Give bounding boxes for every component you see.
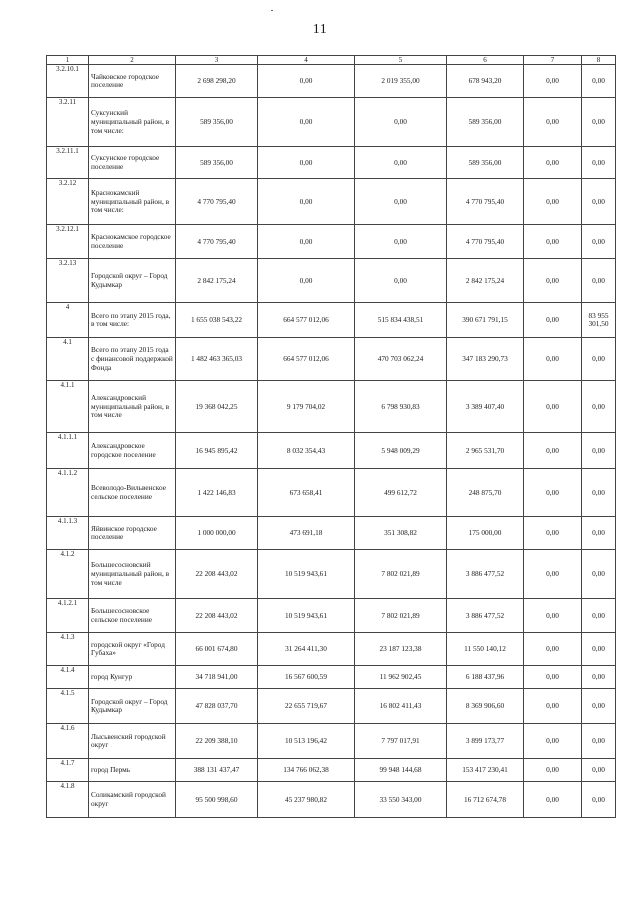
cell-col8: 0,00 [582, 469, 616, 517]
row-name [89, 433, 176, 469]
cell-col4: 473 691,18 [258, 517, 355, 550]
cell-col5: 499 612,72 [355, 469, 447, 517]
cell-col8: 0,00 [582, 259, 616, 303]
cell-col6: 2 842 175,24 [447, 259, 524, 303]
cell-col5: 33 550 343,00 [355, 782, 447, 818]
row-name [89, 689, 176, 724]
row-name-text: Соликамский городской округ [91, 790, 166, 808]
cell-col5: 7 802 021,89 [355, 599, 447, 633]
cell-col5: 2 019 355,00 [355, 65, 447, 98]
table-header [47, 56, 616, 65]
cell-col8: 0,00 [582, 517, 616, 550]
cell-col6: 175 000,00 [447, 517, 524, 550]
row-name [89, 381, 176, 433]
cell-total: 1 482 463 365,03 [176, 338, 258, 381]
column-header: 6 [447, 56, 524, 65]
cell-col7: 0,00 [524, 550, 582, 599]
cell-total: 4 770 795,40 [176, 179, 258, 225]
table-row [47, 689, 616, 724]
cell-total: 589 356,00 [176, 98, 258, 147]
cell-col8: 0,00 [582, 633, 616, 666]
column-header: 3 [176, 56, 258, 65]
row-name-text: Городской округ – Город Кудымкар [91, 271, 168, 289]
cell-col5: 515 834 438,51 [355, 303, 447, 338]
scan-mark [271, 10, 273, 11]
cell-col4: 10 519 943,61 [258, 550, 355, 599]
table-row [47, 259, 616, 303]
row-code: 4.1.2.1 [47, 599, 89, 633]
column-header: 8 [582, 56, 616, 65]
cell-col7: 0,00 [524, 633, 582, 666]
cell-col8: 0,00 [582, 381, 616, 433]
cell-col8: 0,00 [582, 782, 616, 818]
table-body [47, 65, 616, 818]
header-row [47, 56, 616, 65]
cell-col4: 0,00 [258, 98, 355, 147]
row-code: 4.1.8 [47, 782, 89, 818]
cell-col7: 0,00 [524, 303, 582, 338]
cell-total: 1 422 146,83 [176, 469, 258, 517]
cell-col6: 8 369 906,60 [447, 689, 524, 724]
cell-col7: 0,00 [524, 782, 582, 818]
cell-col4: 8 032 354,43 [258, 433, 355, 469]
column-header: 2 [89, 56, 176, 65]
cell-col8: 0,00 [582, 433, 616, 469]
row-code: 4.1.2 [47, 550, 89, 599]
row-code: 3.2.12.1 [47, 225, 89, 259]
cell-col7: 0,00 [524, 381, 582, 433]
table-row [47, 724, 616, 759]
table-row [47, 666, 616, 689]
cell-col4: 664 577 012,06 [258, 303, 355, 338]
table-row [47, 98, 616, 147]
cell-col4: 0,00 [258, 147, 355, 179]
cell-col6: 4 770 795,40 [447, 179, 524, 225]
cell-total: 66 001 674,80 [176, 633, 258, 666]
row-code: 4.1.1.2 [47, 469, 89, 517]
table-row [47, 759, 616, 782]
row-name-text: Александровский муниципальный район, в том числе [91, 392, 170, 420]
cell-col8: 0,00 [582, 759, 616, 782]
row-name [89, 65, 176, 98]
cell-col5: 16 802 411,43 [355, 689, 447, 724]
cell-col7: 0,00 [524, 433, 582, 469]
cell-total: 1 655 038 543,22 [176, 303, 258, 338]
cell-col4: 10 519 943,61 [258, 599, 355, 633]
row-name-text: Большесосновское сельское поселение [91, 606, 152, 624]
row-name [89, 303, 176, 338]
cell-col6: 589 356,00 [447, 98, 524, 147]
cell-col7: 0,00 [524, 259, 582, 303]
cell-col4: 22 655 719,67 [258, 689, 355, 724]
cell-total: 22 209 388,10 [176, 724, 258, 759]
cell-col6: 3 389 407,40 [447, 381, 524, 433]
row-name-text: Большесосновский муниципальный район, в том числе [91, 560, 170, 587]
cell-col6: 248 875,70 [447, 469, 524, 517]
row-name [89, 469, 176, 517]
cell-col5: 7 802 021,89 [355, 550, 447, 599]
cell-total: 22 208 443,02 [176, 550, 258, 599]
cell-col8: 0,00 [582, 65, 616, 98]
cell-col8: 0,00 [582, 724, 616, 759]
cell-col5: 0,00 [355, 259, 447, 303]
table-row [47, 381, 616, 433]
row-code: 4.1 [47, 338, 89, 381]
column-header: 4 [258, 56, 355, 65]
cell-total: 22 208 443,02 [176, 599, 258, 633]
cell-col6: 2 965 531,70 [447, 433, 524, 469]
cell-col4: 31 264 411,30 [258, 633, 355, 666]
cell-col4: 0,00 [258, 259, 355, 303]
cell-col7: 0,00 [524, 666, 582, 689]
row-name [89, 225, 176, 259]
table-row [47, 65, 616, 98]
cell-col8: 0,00 [582, 225, 616, 259]
cell-col4: 0,00 [258, 179, 355, 225]
cell-col6: 11 550 140,12 [447, 633, 524, 666]
cell-col6: 589 356,00 [447, 147, 524, 179]
row-name-text: город Пермь [91, 765, 131, 775]
row-name-text: Краснокамское городское поселение [91, 232, 171, 250]
row-code: 4.1.1 [47, 381, 89, 433]
row-name-text: Суксунское городское поселение [91, 153, 160, 171]
cell-col5: 0,00 [355, 225, 447, 259]
row-code: 4 [47, 303, 89, 338]
row-name-text: Всего по этапу 2015 года с финансовой поддержкой Фонда [91, 345, 173, 372]
row-name [89, 759, 176, 782]
cell-col4: 45 237 980,82 [258, 782, 355, 818]
cell-col6: 390 671 791,15 [447, 303, 524, 338]
cell-total: 2 842 175,24 [176, 259, 258, 303]
cell-col8: 0,00 [582, 147, 616, 179]
row-code: 3.2.11 [47, 98, 89, 147]
cell-col7: 0,00 [524, 469, 582, 517]
table-row [47, 433, 616, 469]
row-name-text: Лысьвенский городской округ [91, 731, 166, 750]
cell-col4: 673 658,41 [258, 469, 355, 517]
row-name [89, 599, 176, 633]
row-name-text: Всеволодо-Вильвенское сельское поселение [91, 483, 166, 501]
cell-total: 388 131 437,47 [176, 759, 258, 782]
cell-col5: 23 187 123,38 [355, 633, 447, 666]
row-code: 3.2.10.1 [47, 65, 89, 98]
cell-col4: 664 577 012,06 [258, 338, 355, 381]
row-name [89, 147, 176, 179]
table-row [47, 517, 616, 550]
row-name-text: Городской округ – Город Кудымкар [91, 696, 168, 715]
cell-col7: 0,00 [524, 147, 582, 179]
cell-col7: 0,00 [524, 65, 582, 98]
row-name [89, 259, 176, 303]
table-row [47, 469, 616, 517]
cell-col7: 0,00 [524, 517, 582, 550]
cell-col8: 0,00 [582, 599, 616, 633]
cell-col8: 0,00 [582, 550, 616, 599]
cell-col5: 11 962 902,45 [355, 666, 447, 689]
row-code: 3.2.13 [47, 259, 89, 303]
row-name [89, 666, 176, 689]
table-row [47, 338, 616, 381]
cell-total: 2 698 298,20 [176, 65, 258, 98]
cell-col6: 3 886 477,52 [447, 599, 524, 633]
cell-col6: 678 943,20 [447, 65, 524, 98]
cell-col6: 3 899 173,77 [447, 724, 524, 759]
cell-total: 34 718 941,00 [176, 666, 258, 689]
table-row [47, 550, 616, 599]
cell-col5: 0,00 [355, 98, 447, 147]
cell-col7: 0,00 [524, 225, 582, 259]
cell-total: 16 945 895,42 [176, 433, 258, 469]
column-header: 5 [355, 56, 447, 65]
row-name [89, 782, 176, 818]
table-row [47, 599, 616, 633]
table-row [47, 303, 616, 338]
row-name [89, 98, 176, 147]
cell-col7: 0,00 [524, 338, 582, 381]
cell-col7: 0,00 [524, 759, 582, 782]
budget-table [46, 55, 616, 818]
table-row [47, 633, 616, 666]
row-name-text: Всего по этапу 2015 года, в том числе: [91, 310, 171, 329]
row-name-text: Александровское городское поселение [91, 441, 156, 459]
cell-total: 95 500 998,60 [176, 782, 258, 818]
row-code: 4.1.1.3 [47, 517, 89, 550]
table-row [47, 782, 616, 818]
cell-col4: 134 766 062,38 [258, 759, 355, 782]
table-row [47, 179, 616, 225]
row-code: 4.1.6 [47, 724, 89, 759]
row-name [89, 633, 176, 666]
cell-col5: 99 948 144,68 [355, 759, 447, 782]
cell-col8: 0,00 [582, 338, 616, 381]
row-name-text: Краснокамский муниципальный район, в том числе: [91, 187, 170, 215]
cell-col4: 10 513 196,42 [258, 724, 355, 759]
cell-col8: 0,00 [582, 179, 616, 225]
row-name-text: городской округ «Город Губаха» [91, 639, 165, 658]
column-header: 1 [47, 56, 89, 65]
cell-col4: 16 567 600,59 [258, 666, 355, 689]
cell-col5: 470 703 062,24 [355, 338, 447, 381]
cell-col6: 16 712 674,78 [447, 782, 524, 818]
row-code: 4.1.7 [47, 759, 89, 782]
cell-col5: 6 798 930,83 [355, 381, 447, 433]
cell-col7: 0,00 [524, 98, 582, 147]
cell-col8: 0,00 [582, 689, 616, 724]
cell-col5: 351 308,82 [355, 517, 447, 550]
cell-col8: 0,00 [582, 666, 616, 689]
cell-col5: 5 948 009,29 [355, 433, 447, 469]
cell-total: 4 770 795,40 [176, 225, 258, 259]
row-name-text: Суксунский муниципальный район, в том числе: [91, 108, 170, 135]
cell-col4: 9 179 704,02 [258, 381, 355, 433]
cell-col8: 0,00 [582, 98, 616, 147]
row-name [89, 517, 176, 550]
cell-col7: 0,00 [524, 724, 582, 759]
cell-col4: 0,00 [258, 65, 355, 98]
cell-col5: 0,00 [355, 179, 447, 225]
cell-total: 47 828 037,70 [176, 689, 258, 724]
row-name-text: город Кунгур [91, 672, 133, 682]
row-code: 4.1.5 [47, 689, 89, 724]
row-code: 3.2.11.1 [47, 147, 89, 179]
row-name-text: Яйвинское городское поселение [91, 523, 157, 542]
table-row [47, 147, 616, 179]
cell-col5: 0,00 [355, 147, 447, 179]
cell-total: 589 356,00 [176, 147, 258, 179]
row-name [89, 550, 176, 599]
row-code: 3.2.12 [47, 179, 89, 225]
cell-col6: 153 417 230,41 [447, 759, 524, 782]
row-name [89, 724, 176, 759]
cell-col6: 6 188 437,96 [447, 666, 524, 689]
table-row [47, 225, 616, 259]
page-number: 11 [312, 22, 328, 37]
cell-col7: 0,00 [524, 599, 582, 633]
cell-total: 19 368 042,25 [176, 381, 258, 433]
cell-col4: 0,00 [258, 225, 355, 259]
row-code: 4.1.4 [47, 666, 89, 689]
row-code: 4.1.3 [47, 633, 89, 666]
cell-col7: 0,00 [524, 689, 582, 724]
row-name-text: Чайковское городское поселение [91, 71, 159, 90]
cell-col5: 7 797 017,91 [355, 724, 447, 759]
cell-col6: 347 183 290,73 [447, 338, 524, 381]
cell-col7: 0,00 [524, 179, 582, 225]
cell-col6: 4 770 795,40 [447, 225, 524, 259]
cell-col6: 3 886 477,52 [447, 550, 524, 599]
cell-col8: 83 955 301,50 [582, 303, 616, 338]
row-code: 4.1.1.1 [47, 433, 89, 469]
cell-total: 1 000 000,00 [176, 517, 258, 550]
row-name [89, 179, 176, 225]
row-name [89, 338, 176, 381]
column-header: 7 [524, 56, 582, 65]
